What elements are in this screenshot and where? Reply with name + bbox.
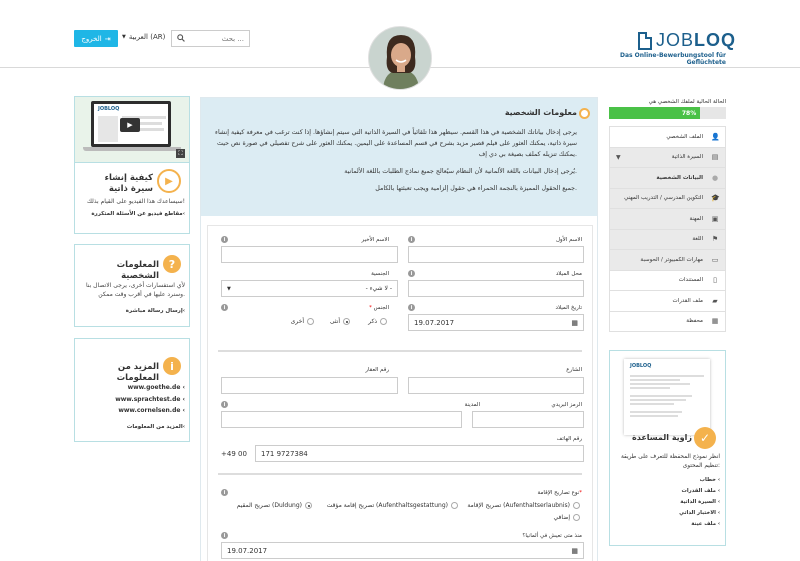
profile-progress-bar xyxy=(609,107,726,119)
language-select[interactable] xyxy=(122,33,165,41)
menu-item-cv[interactable]: ▼ السيرة الذاتية ▤ xyxy=(610,148,725,169)
progress-value: 78% xyxy=(681,109,697,117)
since-value: 19.07.2017 xyxy=(227,546,268,555)
nationality-label: الجنسية xyxy=(371,271,389,277)
gender-male-radio[interactable]: ذكر xyxy=(368,318,389,325)
language-label: العربية (AR) xyxy=(128,33,166,41)
personal-form xyxy=(207,225,593,561)
calendar-icon[interactable]: ▦ xyxy=(571,546,578,555)
gender-female-radio[interactable]: أنثى xyxy=(330,318,352,325)
cv-icon: ▤ xyxy=(711,153,719,162)
progress-fill xyxy=(609,107,700,119)
chevron-down-icon: ▼ xyxy=(616,153,621,161)
nationality-select[interactable] xyxy=(221,280,398,297)
video-logo: JOBLOQ xyxy=(98,106,120,112)
logout-icon: ⇥ xyxy=(104,34,111,43)
help-link-skills[interactable]: ملف القدرات ‹ xyxy=(681,488,720,494)
birthdate-label: تاريخ الميلاد xyxy=(555,305,582,311)
help-link-cv[interactable]: السيرة الذاتية ‹ xyxy=(680,499,720,505)
card-title: المزيد من المعلومات xyxy=(116,362,159,383)
info-small-icon[interactable]: i xyxy=(221,401,228,408)
top-header xyxy=(0,0,800,68)
card-title: كيفية إنشاء سيرة ذاتية xyxy=(104,173,153,194)
question-icon: ? xyxy=(163,255,181,273)
residence-duldung-radio[interactable]: تصريح المقيم (Duldung) xyxy=(237,502,314,509)
video-help-card xyxy=(74,96,190,234)
info-small-icon[interactable]: i xyxy=(221,532,228,539)
card-title: المعلومات الشخصية xyxy=(116,260,159,281)
postal-code-label: الرمز البريدي xyxy=(551,402,582,408)
info-status-icon xyxy=(579,108,590,119)
avatar[interactable] xyxy=(368,26,432,90)
link-goethe[interactable]: www.goethe.de ‹ xyxy=(127,384,185,391)
menu-item-profession[interactable]: المهنة ▣ xyxy=(610,209,725,230)
residence-permit-radio[interactable]: تصريح الإقامة (Aufenthaltserlaubnis) xyxy=(467,502,582,509)
help-card-title: زاوية المساعدة xyxy=(631,433,692,442)
city-label: المدينة xyxy=(464,402,480,408)
menu-item-documents[interactable]: المستندات ▯ xyxy=(610,271,725,292)
logo-mark-icon xyxy=(638,32,652,50)
info-small-icon[interactable]: i xyxy=(408,304,415,311)
residence-type-label: نوع تصاريح الإقامة* xyxy=(537,490,582,496)
street-input[interactable] xyxy=(408,377,584,394)
profile-menu xyxy=(609,126,726,332)
info-text-1: يرجى إدخال بياناتك الشخصية في هذا القسم. سيظهر هذا تلقائياً في السيرة الذاتية التي سيتم إنشاؤها. إذا كنت ترغب في معرفة كيفية إنشاء سيرة ذاتية، يمكنك العثور على فيلم قصير مزيد بشرح في قسم المساعدة على اليمين. يمكنك العثور على شرح تفصيلي في صورة نص حيث يمكنك تنزيله كملف بصيغة بي دي إف. xyxy=(215,129,577,158)
postal-code-input[interactable] xyxy=(472,411,584,428)
since-date-input[interactable] xyxy=(221,542,584,559)
since-label: منذ متى تعيش في ألمانيا؟ xyxy=(522,533,582,539)
gender-other-radio[interactable]: أخرى xyxy=(291,318,316,325)
help-link-letter[interactable]: خطاب ‹ xyxy=(699,477,720,483)
faq-video-link[interactable]: مقاطع فيديو عن الأسئلة المتكررة‹ xyxy=(91,211,185,217)
logo-text: JOBLOQ xyxy=(656,30,737,50)
fullscreen-icon[interactable]: ⛶ xyxy=(176,149,185,158)
more-info-link[interactable]: المزيد من المعلومات‹ xyxy=(126,424,185,430)
info-title: معلومات الشخصية xyxy=(504,108,577,117)
menu-item-skills-file[interactable]: ملف القدرات ▰ xyxy=(610,291,725,312)
house-number-label: رقم العقار xyxy=(365,367,389,373)
logout-button[interactable] xyxy=(74,30,118,47)
menu-item-profile[interactable]: الملف الشخصي 👤 xyxy=(610,127,725,148)
chevron-down-icon: ▼ xyxy=(227,285,231,292)
portfolio-preview[interactable] xyxy=(624,359,710,435)
calendar-icon[interactable]: ▦ xyxy=(571,318,578,327)
phone-input[interactable]: 171 9727384 xyxy=(255,445,584,462)
laptop-icon: ▭ xyxy=(711,255,719,264)
search-box[interactable] xyxy=(171,30,250,47)
logout-label: الخروج xyxy=(81,34,102,43)
phone-label: رقم الهاتف xyxy=(556,436,582,442)
info-small-icon[interactable]: i xyxy=(408,236,415,243)
nationality-value: - لا شيء - xyxy=(365,285,392,292)
birthdate-value: 19.07.2017 xyxy=(414,318,455,327)
info-text-3: جميع الحقول المميزة بالنجمة الحمراء هي حقول إلزامية ويجب تعبئتها بالكامل. xyxy=(375,185,577,192)
briefcase-icon: ▣ xyxy=(711,214,719,223)
divider xyxy=(218,473,582,475)
residence-additional-radio[interactable]: إضافي xyxy=(554,514,582,521)
mini-logo: JOBLOQ xyxy=(630,363,652,369)
info-text-2: يُرجى إدخال البيانات باللغة الألمانية لأن النظام سيُعالج جميع نماذج الطلبات باللغة الألمانية. xyxy=(344,168,577,175)
tagline: Das Online-Bewerbungstool für Geflüchtete xyxy=(619,52,726,66)
menu-item-personal-data[interactable]: البيانات الشخصية ● xyxy=(610,168,725,189)
help-corner-card xyxy=(609,350,726,546)
checkmark-icon: ✓ xyxy=(694,427,716,449)
folder-icon: ▰ xyxy=(712,296,718,305)
help-link-self-test[interactable]: الاختبار الذاتي ‹ xyxy=(679,510,720,516)
help-card-body: انظر نموذج المحفظة للتعرف على طريقة تنظيم المحتوى: xyxy=(620,454,720,469)
last-name-input[interactable] xyxy=(221,246,398,263)
progress-label: الحالة الحالية لملفك الشخصي هي xyxy=(648,99,726,105)
main-panel xyxy=(200,97,598,561)
street-label: الشارع xyxy=(566,367,582,373)
link-sprachtest[interactable]: www.sprachtest.de ‹ xyxy=(115,395,185,403)
contact-card xyxy=(74,244,190,327)
card-body: سيساعدك هذا الفيديو على القيام بذلك! xyxy=(86,198,185,205)
first-name-label: الاسم الأول xyxy=(556,237,582,243)
city-input[interactable] xyxy=(221,411,462,428)
menu-item-computer-skills[interactable]: مهارات الكمبيوتر / الحوسبة ▭ xyxy=(610,250,725,271)
help-link-sample[interactable]: ملف عينة ‹ xyxy=(691,521,720,527)
send-message-link[interactable]: إرسال رسالة مباشرة‹ xyxy=(125,308,185,314)
phone-prefix[interactable]: +49 00 xyxy=(221,445,261,462)
residence-temporary-radio[interactable]: تصريح إقامة مؤقت (Aufenthaltsgestattung) xyxy=(327,502,460,509)
gender-label: * الجنس xyxy=(369,305,389,311)
play-circle-icon: ▶ xyxy=(157,169,181,193)
info-icon: i xyxy=(163,357,181,375)
info-small-icon[interactable]: i xyxy=(221,304,228,311)
info-small-icon[interactable]: i xyxy=(221,489,228,496)
divider xyxy=(218,350,582,352)
info-small-icon[interactable]: i xyxy=(221,236,228,243)
menu-item-portfolio[interactable]: محفظة ▦ xyxy=(610,312,725,333)
graduation-icon: 🎓 xyxy=(711,194,720,203)
menu-item-education[interactable]: التكوين المدرسي / التدريب المهني 🎓 xyxy=(610,189,725,210)
birthdate-input[interactable] xyxy=(408,314,584,331)
info-small-icon[interactable]: i xyxy=(408,270,415,277)
flag-icon: ⚑ xyxy=(711,235,719,244)
play-icon[interactable]: ▶ xyxy=(120,118,140,132)
search-input[interactable] xyxy=(190,35,244,43)
video-thumbnail[interactable] xyxy=(75,97,189,163)
last-name-label: الاسم الأخير xyxy=(361,237,389,243)
birthplace-label: محل الميلاد xyxy=(555,271,582,277)
birthplace-input[interactable] xyxy=(408,280,584,297)
link-cornelsen[interactable]: www.cornelsen.de ‹ xyxy=(118,407,185,414)
laptop-screen xyxy=(91,101,171,147)
card-body: لأي استفسارات أخرى، يرجى الاتصال بنا وسنرد عليها في أقرب وقت ممكن. xyxy=(85,282,185,298)
search-icon xyxy=(177,34,185,44)
chevron-down-icon: ▼ xyxy=(122,34,126,40)
more-info-card xyxy=(74,338,190,442)
info-box xyxy=(201,98,597,216)
first-name-input[interactable] xyxy=(408,246,584,263)
menu-item-language[interactable]: اللغة ⚑ xyxy=(610,230,725,251)
jobloq-logo[interactable] xyxy=(638,30,736,51)
circle-icon: ● xyxy=(711,173,719,182)
portfolio-icon: ▦ xyxy=(711,317,719,326)
user-icon: 👤 xyxy=(711,132,720,141)
document-icon: ▯ xyxy=(713,276,717,285)
house-number-input[interactable] xyxy=(221,377,398,394)
